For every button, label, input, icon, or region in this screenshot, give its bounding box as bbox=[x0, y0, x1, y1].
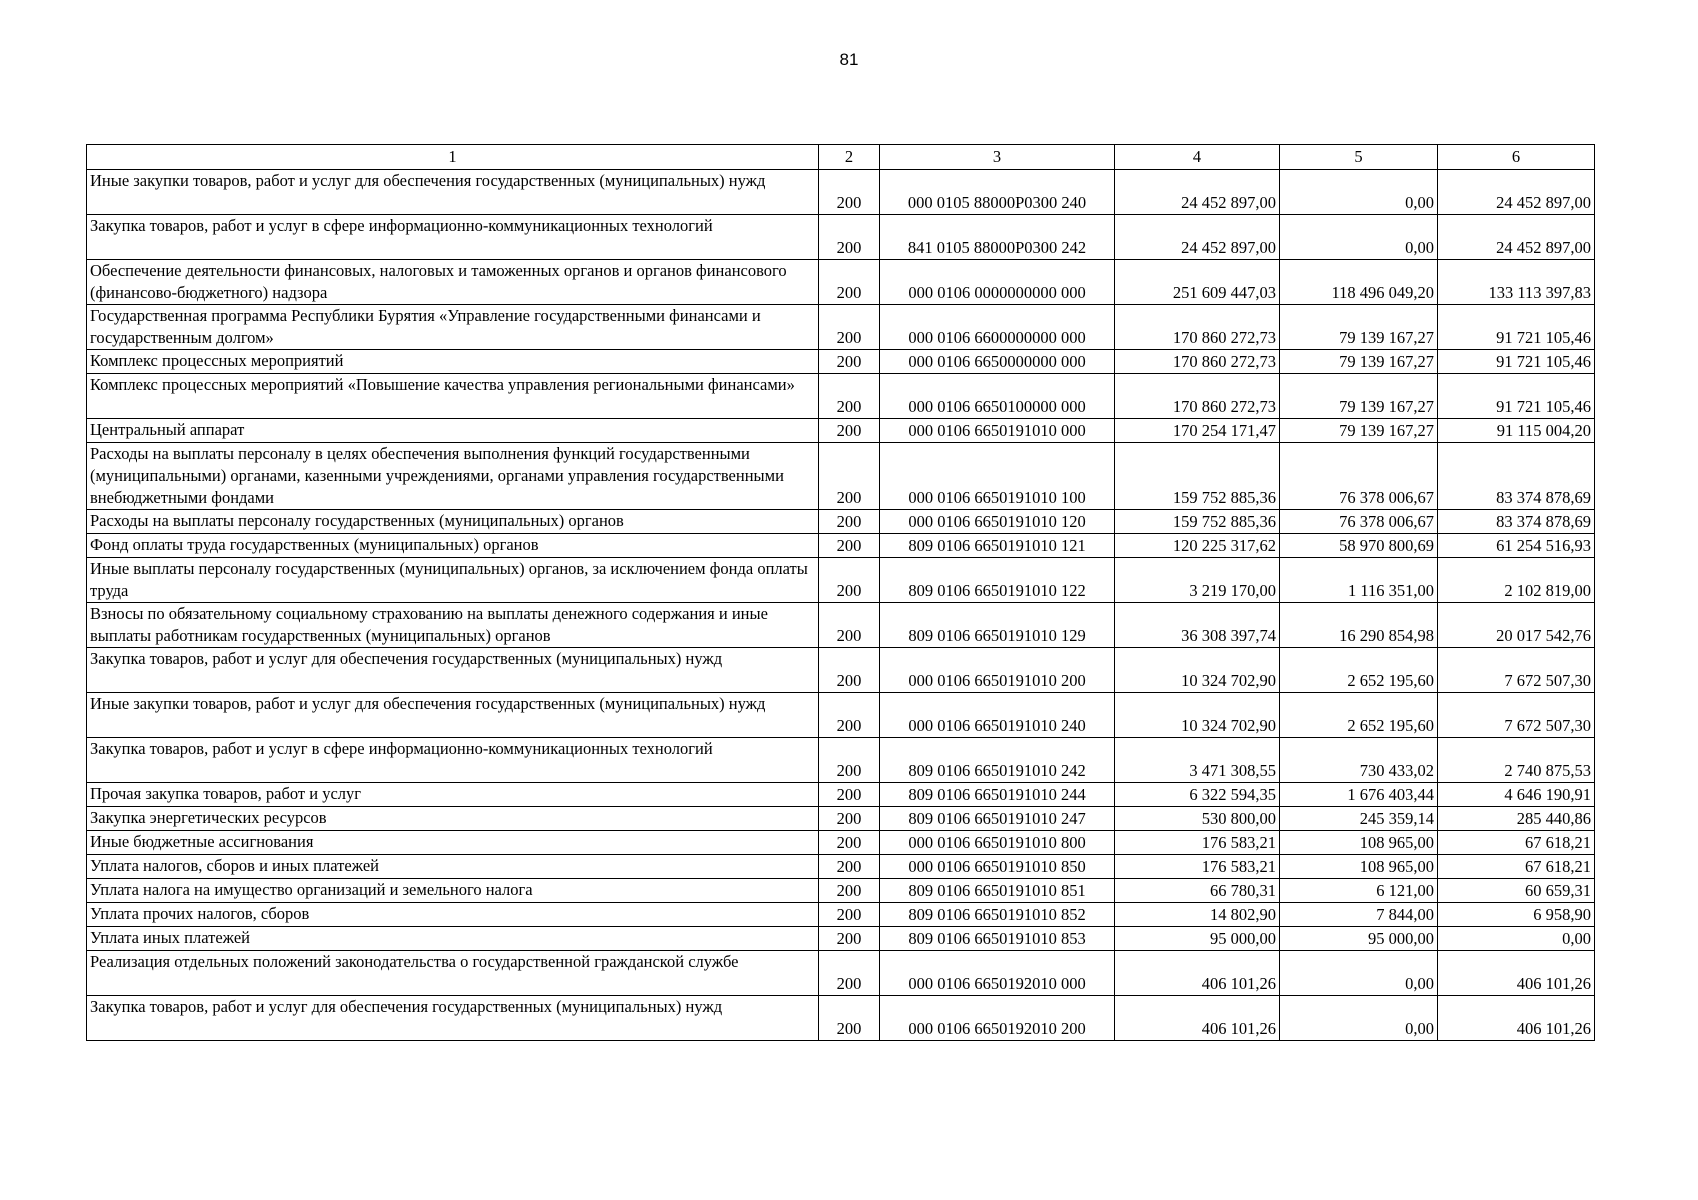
row-value-col4-cell: 6 322 594,35 bbox=[1115, 783, 1280, 807]
row-value-col4-cell: 14 802,90 bbox=[1115, 903, 1280, 927]
row-value-col6-cell: 406 101,26 bbox=[1438, 996, 1595, 1041]
row-name-cell: Закупка товаров, работ и услуг в сфере информационно-коммуникационных технологий bbox=[87, 215, 819, 260]
row-name-cell: Иные бюджетные ассигнования bbox=[87, 831, 819, 855]
row-classification-cell: 000 0106 6650191010 850 bbox=[880, 855, 1115, 879]
row-code-cell: 200 bbox=[819, 807, 880, 831]
row-value-col5-cell: 2 652 195,60 bbox=[1280, 648, 1438, 693]
row-value-col5-cell: 118 496 049,20 bbox=[1280, 260, 1438, 305]
table-row bbox=[87, 534, 1595, 558]
row-value-col4-cell: 170 860 272,73 bbox=[1115, 305, 1280, 350]
row-value-col6-cell: 61 254 516,93 bbox=[1438, 534, 1595, 558]
row-classification-cell: 000 0106 0000000000 000 bbox=[880, 260, 1115, 305]
row-value-col5-cell: 79 139 167,27 bbox=[1280, 419, 1438, 443]
row-name-cell: Расходы на выплаты персоналу в целях обеспечения выполнения функций государственными (муниципальными) органами, казенными учреждениями, органами управления государственными внебюджетными фондами bbox=[87, 443, 819, 510]
row-name-cell: Закупка энергетических ресурсов bbox=[87, 807, 819, 831]
row-value-col6-cell: 20 017 542,76 bbox=[1438, 603, 1595, 648]
row-classification-cell: 809 0106 6650191010 851 bbox=[880, 879, 1115, 903]
row-value-col6-cell: 91 721 105,46 bbox=[1438, 305, 1595, 350]
row-classification-cell: 809 0106 6650191010 129 bbox=[880, 603, 1115, 648]
column-header-2: 2 bbox=[819, 145, 880, 170]
row-classification-cell: 809 0106 6650191010 853 bbox=[880, 927, 1115, 951]
column-header-3: 3 bbox=[880, 145, 1115, 170]
row-value-col4-cell: 36 308 397,74 bbox=[1115, 603, 1280, 648]
row-classification-cell: 000 0106 6650000000 000 bbox=[880, 350, 1115, 374]
column-header-6: 6 bbox=[1438, 145, 1595, 170]
row-value-col6-cell: 2 740 875,53 bbox=[1438, 738, 1595, 783]
row-value-col5-cell: 0,00 bbox=[1280, 951, 1438, 996]
row-value-col5-cell: 730 433,02 bbox=[1280, 738, 1438, 783]
row-value-col5-cell: 2 652 195,60 bbox=[1280, 693, 1438, 738]
column-header-5: 5 bbox=[1280, 145, 1438, 170]
row-code-cell: 200 bbox=[819, 215, 880, 260]
table-row bbox=[87, 951, 1595, 996]
row-classification-cell: 000 0106 6650191010 200 bbox=[880, 648, 1115, 693]
table-row bbox=[87, 443, 1595, 510]
row-value-col4-cell: 176 583,21 bbox=[1115, 831, 1280, 855]
row-name-cell: Фонд оплаты труда государственных (муниципальных) органов bbox=[87, 534, 819, 558]
row-value-col5-cell: 16 290 854,98 bbox=[1280, 603, 1438, 648]
table-row bbox=[87, 510, 1595, 534]
table-row bbox=[87, 903, 1595, 927]
row-name-cell: Прочая закупка товаров, работ и услуг bbox=[87, 783, 819, 807]
table-row bbox=[87, 927, 1595, 951]
row-code-cell: 200 bbox=[819, 374, 880, 419]
row-code-cell: 200 bbox=[819, 903, 880, 927]
row-code-cell: 200 bbox=[819, 419, 880, 443]
row-classification-cell: 809 0106 6650191010 122 bbox=[880, 558, 1115, 603]
row-name-cell: Центральный аппарат bbox=[87, 419, 819, 443]
row-name-cell: Иные закупки товаров, работ и услуг для обеспечения государственных (муниципальных) нужд bbox=[87, 693, 819, 738]
row-name-cell: Реализация отдельных положений законодательства о государственной гражданской службе bbox=[87, 951, 819, 996]
row-name-cell: Государственная программа Республики Бурятия «Управление государственными финансами и государственным долгом» bbox=[87, 305, 819, 350]
row-code-cell: 200 bbox=[819, 260, 880, 305]
row-classification-cell: 809 0106 6650191010 242 bbox=[880, 738, 1115, 783]
row-value-col4-cell: 3 471 308,55 bbox=[1115, 738, 1280, 783]
table-row bbox=[87, 215, 1595, 260]
row-value-col5-cell: 0,00 bbox=[1280, 996, 1438, 1041]
table-row bbox=[87, 350, 1595, 374]
table-row bbox=[87, 996, 1595, 1041]
row-classification-cell: 809 0106 6650191010 244 bbox=[880, 783, 1115, 807]
row-value-col4-cell: 95 000,00 bbox=[1115, 927, 1280, 951]
row-classification-cell: 809 0106 6650191010 121 bbox=[880, 534, 1115, 558]
row-value-col4-cell: 10 324 702,90 bbox=[1115, 648, 1280, 693]
row-value-col6-cell: 67 618,21 bbox=[1438, 855, 1595, 879]
row-name-cell: Уплата налога на имущество организаций и земельного налога bbox=[87, 879, 819, 903]
row-value-col5-cell: 58 970 800,69 bbox=[1280, 534, 1438, 558]
row-classification-cell: 000 0106 6650191010 240 bbox=[880, 693, 1115, 738]
row-classification-cell: 000 0105 88000P0300 240 bbox=[880, 170, 1115, 215]
row-value-col6-cell: 406 101,26 bbox=[1438, 951, 1595, 996]
row-value-col6-cell: 133 113 397,83 bbox=[1438, 260, 1595, 305]
row-value-col6-cell: 4 646 190,91 bbox=[1438, 783, 1595, 807]
row-code-cell: 200 bbox=[819, 831, 880, 855]
column-header-1: 1 bbox=[87, 145, 819, 170]
row-code-cell: 200 bbox=[819, 648, 880, 693]
row-value-col6-cell: 60 659,31 bbox=[1438, 879, 1595, 903]
row-classification-cell: 000 0106 6650191010 000 bbox=[880, 419, 1115, 443]
row-classification-cell: 000 0106 6650192010 200 bbox=[880, 996, 1115, 1041]
row-value-col4-cell: 406 101,26 bbox=[1115, 996, 1280, 1041]
table-row bbox=[87, 260, 1595, 305]
page-number: 81 bbox=[839, 50, 859, 69]
table-row bbox=[87, 648, 1595, 693]
row-value-col6-cell: 67 618,21 bbox=[1438, 831, 1595, 855]
row-value-col4-cell: 530 800,00 bbox=[1115, 807, 1280, 831]
row-classification-cell: 000 0106 6650191010 100 bbox=[880, 443, 1115, 510]
row-value-col4-cell: 159 752 885,36 bbox=[1115, 443, 1280, 510]
row-value-col6-cell: 24 452 897,00 bbox=[1438, 170, 1595, 215]
table-row bbox=[87, 558, 1595, 603]
row-name-cell: Расходы на выплаты персоналу государственных (муниципальных) органов bbox=[87, 510, 819, 534]
row-classification-cell: 000 0106 6650191010 800 bbox=[880, 831, 1115, 855]
row-code-cell: 200 bbox=[819, 170, 880, 215]
row-classification-cell: 000 0106 6600000000 000 bbox=[880, 305, 1115, 350]
row-name-cell: Взносы по обязательному социальному страхованию на выплаты денежного содержания и иные выплаты работникам государственных (муниципальных) органов bbox=[87, 603, 819, 648]
row-value-col6-cell: 24 452 897,00 bbox=[1438, 215, 1595, 260]
table-row bbox=[87, 738, 1595, 783]
row-value-col5-cell: 245 359,14 bbox=[1280, 807, 1438, 831]
row-value-col4-cell: 10 324 702,90 bbox=[1115, 693, 1280, 738]
row-value-col5-cell: 7 844,00 bbox=[1280, 903, 1438, 927]
row-code-cell: 200 bbox=[819, 558, 880, 603]
table-row bbox=[87, 807, 1595, 831]
row-name-cell: Комплекс процессных мероприятий bbox=[87, 350, 819, 374]
row-value-col4-cell: 3 219 170,00 bbox=[1115, 558, 1280, 603]
row-code-cell: 200 bbox=[819, 855, 880, 879]
row-name-cell: Уплата налогов, сборов и иных платежей bbox=[87, 855, 819, 879]
row-value-col5-cell: 108 965,00 bbox=[1280, 831, 1438, 855]
row-value-col4-cell: 176 583,21 bbox=[1115, 855, 1280, 879]
row-classification-cell: 000 0106 6650191010 120 bbox=[880, 510, 1115, 534]
row-code-cell: 200 bbox=[819, 879, 880, 903]
row-code-cell: 200 bbox=[819, 350, 880, 374]
column-header-4: 4 bbox=[1115, 145, 1280, 170]
table-row bbox=[87, 879, 1595, 903]
header-row bbox=[87, 145, 1595, 170]
row-code-cell: 200 bbox=[819, 603, 880, 648]
budget-table bbox=[86, 144, 1595, 1041]
table-row bbox=[87, 305, 1595, 350]
table-row bbox=[87, 603, 1595, 648]
row-value-col5-cell: 76 378 006,67 bbox=[1280, 510, 1438, 534]
row-name-cell: Иные выплаты персоналу государственных (муниципальных) органов, за исключением фонда оплаты труда bbox=[87, 558, 819, 603]
row-value-col4-cell: 251 609 447,03 bbox=[1115, 260, 1280, 305]
row-name-cell: Уплата прочих налогов, сборов bbox=[87, 903, 819, 927]
row-value-col6-cell: 285 440,86 bbox=[1438, 807, 1595, 831]
row-value-col5-cell: 6 121,00 bbox=[1280, 879, 1438, 903]
row-name-cell: Закупка товаров, работ и услуг в сфере информационно-коммуникационных технологий bbox=[87, 738, 819, 783]
row-value-col5-cell: 79 139 167,27 bbox=[1280, 374, 1438, 419]
row-code-cell: 200 bbox=[819, 693, 880, 738]
row-value-col6-cell: 83 374 878,69 bbox=[1438, 443, 1595, 510]
row-value-col6-cell: 83 374 878,69 bbox=[1438, 510, 1595, 534]
table-row bbox=[87, 783, 1595, 807]
row-value-col6-cell: 7 672 507,30 bbox=[1438, 648, 1595, 693]
row-name-cell: Закупка товаров, работ и услуг для обеспечения государственных (муниципальных) нужд bbox=[87, 996, 819, 1041]
row-name-cell: Обеспечение деятельности финансовых, налоговых и таможенных органов и органов финансового (финансово-бюджетного) надзора bbox=[87, 260, 819, 305]
table-row bbox=[87, 170, 1595, 215]
row-classification-cell: 841 0105 88000P0300 242 bbox=[880, 215, 1115, 260]
row-code-cell: 200 bbox=[819, 738, 880, 783]
table-row bbox=[87, 855, 1595, 879]
row-value-col5-cell: 108 965,00 bbox=[1280, 855, 1438, 879]
row-value-col4-cell: 120 225 317,62 bbox=[1115, 534, 1280, 558]
row-name-cell: Закупка товаров, работ и услуг для обеспечения государственных (муниципальных) нужд bbox=[87, 648, 819, 693]
row-value-col4-cell: 24 452 897,00 bbox=[1115, 170, 1280, 215]
row-name-cell: Комплекс процессных мероприятий «Повышение качества управления региональными финансами» bbox=[87, 374, 819, 419]
table-row bbox=[87, 693, 1595, 738]
row-classification-cell: 000 0106 6650192010 000 bbox=[880, 951, 1115, 996]
row-value-col4-cell: 170 254 171,47 bbox=[1115, 419, 1280, 443]
row-code-cell: 200 bbox=[819, 510, 880, 534]
row-value-col6-cell: 0,00 bbox=[1438, 927, 1595, 951]
row-value-col4-cell: 170 860 272,73 bbox=[1115, 350, 1280, 374]
row-value-col5-cell: 1 116 351,00 bbox=[1280, 558, 1438, 603]
row-value-col5-cell: 79 139 167,27 bbox=[1280, 305, 1438, 350]
row-value-col4-cell: 24 452 897,00 bbox=[1115, 215, 1280, 260]
row-classification-cell: 809 0106 6650191010 247 bbox=[880, 807, 1115, 831]
row-value-col5-cell: 76 378 006,67 bbox=[1280, 443, 1438, 510]
row-code-cell: 200 bbox=[819, 927, 880, 951]
row-name-cell: Уплата иных платежей bbox=[87, 927, 819, 951]
row-classification-cell: 809 0106 6650191010 852 bbox=[880, 903, 1115, 927]
row-value-col5-cell: 0,00 bbox=[1280, 170, 1438, 215]
row-code-cell: 200 bbox=[819, 996, 880, 1041]
table-row bbox=[87, 374, 1595, 419]
row-value-col6-cell: 91 721 105,46 bbox=[1438, 374, 1595, 419]
row-value-col4-cell: 159 752 885,36 bbox=[1115, 510, 1280, 534]
row-code-cell: 200 bbox=[819, 305, 880, 350]
table-row bbox=[87, 419, 1595, 443]
row-value-col6-cell: 91 721 105,46 bbox=[1438, 350, 1595, 374]
row-code-cell: 200 bbox=[819, 443, 880, 510]
row-value-col6-cell: 91 115 004,20 bbox=[1438, 419, 1595, 443]
table-row bbox=[87, 831, 1595, 855]
row-code-cell: 200 bbox=[819, 534, 880, 558]
row-value-col5-cell: 0,00 bbox=[1280, 215, 1438, 260]
row-value-col4-cell: 66 780,31 bbox=[1115, 879, 1280, 903]
row-classification-cell: 000 0106 6650100000 000 bbox=[880, 374, 1115, 419]
row-name-cell: Иные закупки товаров, работ и услуг для обеспечения государственных (муниципальных) нужд bbox=[87, 170, 819, 215]
row-value-col5-cell: 1 676 403,44 bbox=[1280, 783, 1438, 807]
row-code-cell: 200 bbox=[819, 951, 880, 996]
row-value-col4-cell: 170 860 272,73 bbox=[1115, 374, 1280, 419]
table-body bbox=[87, 170, 1595, 1041]
row-value-col6-cell: 2 102 819,00 bbox=[1438, 558, 1595, 603]
row-value-col5-cell: 79 139 167,27 bbox=[1280, 350, 1438, 374]
row-value-col6-cell: 6 958,90 bbox=[1438, 903, 1595, 927]
row-value-col5-cell: 95 000,00 bbox=[1280, 927, 1438, 951]
row-value-col4-cell: 406 101,26 bbox=[1115, 951, 1280, 996]
row-code-cell: 200 bbox=[819, 783, 880, 807]
row-value-col6-cell: 7 672 507,30 bbox=[1438, 693, 1595, 738]
